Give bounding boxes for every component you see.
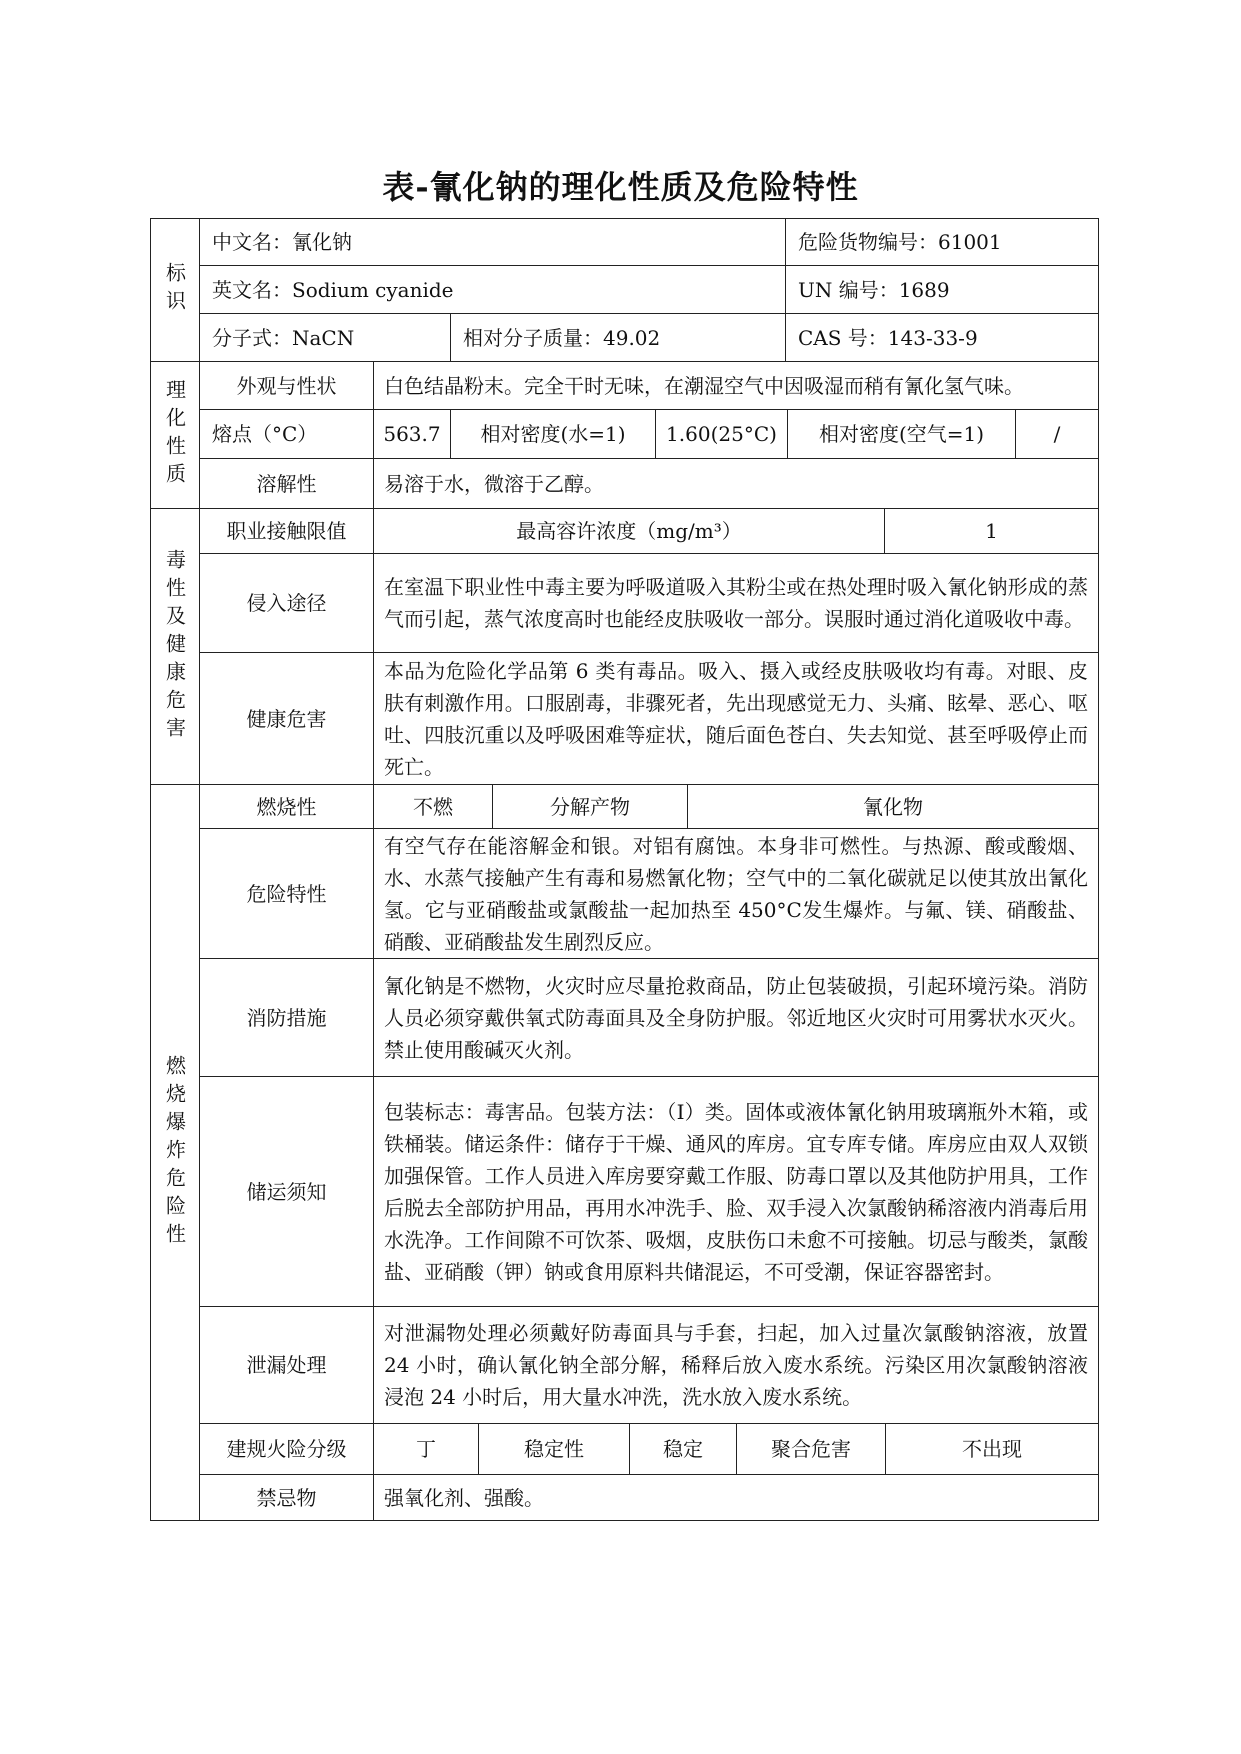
solubility-value: 易溶于水，微溶于乙醇。 <box>384 471 604 496</box>
formula: 分子式：NaCN <box>212 325 355 350</box>
appearance-label: 外观与性状 <box>236 373 337 398</box>
leak-value: 对泄漏物处理必须戴好防毒面具与手套，扫起，加入过量次氯酸钠溶液，放置 24 小时，确认氰化钠全部分解，稀释后放入废水系统。污染区用次氯酸钠溶液浸泡 24 小时后，用大量水冲洗，洗水放入废水系统。 <box>384 1321 1088 1409</box>
cn-name: 中文名：氰化钠 <box>212 230 352 254</box>
leak-label: 泄漏处理 <box>246 1353 327 1377</box>
melting-label: 熔点（°C） <box>212 422 318 446</box>
incompatible-value: 强氧化剂、强酸。 <box>384 1485 544 1510</box>
property-table <box>150 218 1098 1521</box>
solubility-label: 溶解性 <box>256 471 317 496</box>
section-toxicity: 毒性及健康危害 <box>162 548 187 745</box>
hazard-label: 危险特性 <box>246 881 327 906</box>
density-water-label: 相对密度(水=1) <box>480 422 626 446</box>
en-name: 英文名：Sodium cyanide <box>212 277 454 302</box>
page-title: 表-氰化钠的理化性质及危险特性 <box>382 168 859 206</box>
stability-label: 稳定性 <box>524 1437 584 1461</box>
storage-value: 包装标志：毒害品。包装方法：（I）类。固体或液体氰化钠用玻璃瓶外木箱，或铁桶装。储运条件：储存于干燥、通风的库房。宜专库专储。库房应由双人双锁加强保管。工作人员进入库房要穿戴工作服、防毒口罩以及其他防护用具，工作后脱去全部防护用品，再用水冲洗手、脸、双手浸入次氯酸钠稀溶液内消毒后用水洗净。工作间隙不可饮茶、吸烟，皮肤伤口未愈不可接触。切忌与酸类，氯酸盐、亚硝酸（钾）钠或食用原料共储混运，不可受潮，保证容器密封。 <box>384 1099 1088 1284</box>
health-label: 健康危害 <box>246 706 327 731</box>
density-air-value: / <box>1053 422 1061 446</box>
flammability-value: 不燃 <box>413 794 453 819</box>
decomposition-label: 分解产物 <box>550 794 630 819</box>
exposure-limit-label: 职业接触限值 <box>226 519 347 543</box>
cas-no: CAS 号：143-33-9 <box>798 325 978 350</box>
dangerous-goods-no: 危险货物编号：61001 <box>798 230 1002 254</box>
molecular-mass: 相对分子质量：49.02 <box>463 325 661 350</box>
melting-value: 563.7 <box>383 422 441 446</box>
polymer-value: 不出现 <box>962 1437 1022 1461</box>
health-value: 本品为危险化学品第 6 类有毒品。吸入、摄入或经皮肤吸收均有毒。对眼、皮肤有刺激作用。口服剧毒，非骤死者，先出现感觉无力、头痛、眩晕、恶心、呕吐、四肢沉重以及呼吸困难等症状，随后面色苍白、失去知觉、甚至呼吸停止而死亡。 <box>384 658 1088 779</box>
section-physchem: 理化性质 <box>162 379 187 491</box>
polymer-label: 聚合危害 <box>771 1437 851 1461</box>
section-identity: 标识 <box>162 262 187 318</box>
firefighting-value: 氰化钠是不燃物，火灾时应尽量抢救商品，防止包装破损，引起环境污染。消防人员必须穿戴供氧式防毒面具及全身防护服。邻近地区火灾时可用雾状水灭火。禁止使用酸碱灭火剂。 <box>384 973 1088 1062</box>
appearance-value: 白色结晶粉末。完全干时无味，在潮湿空气中因吸湿而稍有氰化氢气味。 <box>384 373 1024 398</box>
un-no: UN 编号：1689 <box>798 277 950 302</box>
storage-label: 储运须知 <box>246 1179 327 1204</box>
density-air-label: 相对密度(空气=1) <box>818 422 985 446</box>
flammability-label: 燃烧性 <box>256 794 317 819</box>
route-value: 在室温下职业性中毒主要为呼吸道吸入其粉尘或在热处理时吸入氰化钠形成的蒸气而引起，蒸气浓度高时也能经皮肤吸收一部分。误服时通过消化道吸收中毒。 <box>384 575 1088 631</box>
fire-class-value: 丁 <box>416 1437 436 1461</box>
density-water-value: 1.60(25°C) <box>666 422 777 446</box>
route-label: 侵入途径 <box>246 591 327 615</box>
mac-label: 最高容许浓度（mg/m³） <box>516 519 742 543</box>
stability-value: 稳定 <box>663 1437 703 1461</box>
hazard-value: 有空气存在能溶解金和银。对铝有腐蚀。本身非可燃性。与热源、酸或酸烟、水、水蒸气接触产生有毒和易燃氰化物；空气中的二氧化碳就足以使其放出氰化氢。它与亚硝酸盐或氯酸盐一起加热至 450°C发生爆炸。与氟、镁、硝酸盐、硝酸、亚硝酸盐发生剧烈反应。 <box>384 833 1088 954</box>
incompatible-label: 禁忌物 <box>256 1485 317 1510</box>
fire-class-label: 建规火险分级 <box>226 1437 347 1461</box>
mac-value: 1 <box>985 519 998 543</box>
section-fire: 燃烧爆炸危险性 <box>162 1054 187 1251</box>
firefighting-label: 消防措施 <box>246 1005 327 1030</box>
decomposition-value: 氰化物 <box>863 794 923 819</box>
